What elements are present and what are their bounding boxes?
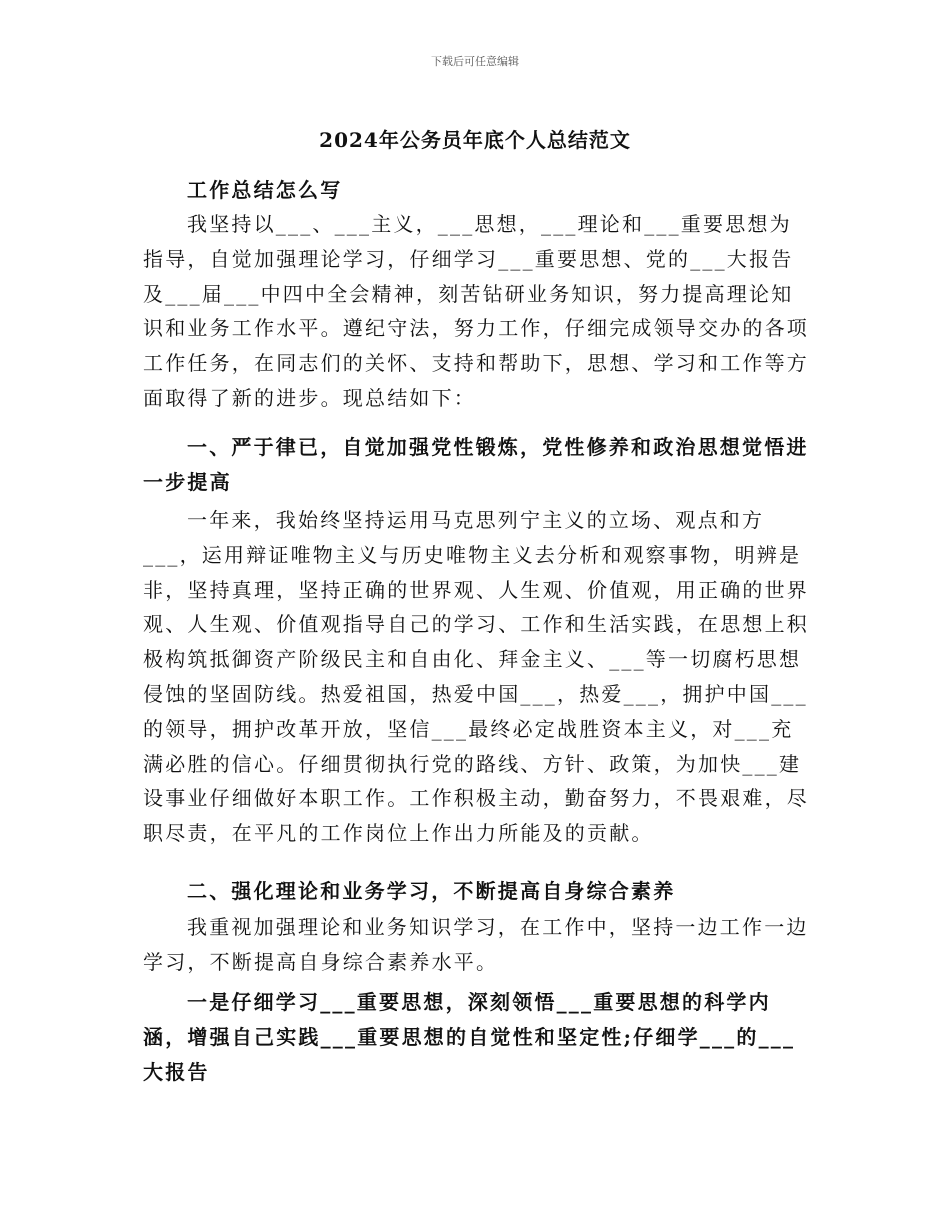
page-header-note: 下载后可任意编辑 bbox=[431, 55, 519, 68]
document-title: 2024年公务员年底个人总结范文 bbox=[319, 128, 631, 152]
section-2-point-1: 一是仔细学习___重要思想，深刻领悟___重要思想的科学内涵，增强自己实践___重要思想的自觉性和坚定性;仔细学___的___大报告 bbox=[143, 990, 796, 1084]
section-2-paragraph: 我重视加强理论和业务知识学习，在工作中，坚持一边工作一边学习，不断提高自身综合素养水平。 bbox=[143, 915, 809, 974]
subheading: 工作总结怎么写 bbox=[187, 178, 343, 202]
intro-paragraph: 我坚持以___、___主义，___思想，___理论和___重要思想为指导，自觉加强理论学习，仔细学习___重要思想、党的___大报告及___届___中四中全会精神，刻苦钻研业务知识，努力提高理论知识和业务工作水平。遵纪守法，努力工作，仔细完成领导交办的各项工作任务，在同志们的关怀、支持和帮助下，思想、学习和工作等方面取得了新的进步。现总结如下： bbox=[143, 212, 809, 410]
section-1-heading: 一、严于律已，自觉加强党性锻炼，党性修养和政治思想觉悟进一步提高 bbox=[143, 435, 809, 494]
section-1-paragraph: 一年来，我始终坚持运用马克思列宁主义的立场、观点和方___，运用辩证唯物主义与历史唯物主义去分析和观察事物，明辨是非，坚持真理，坚持正确的世界观、人生观、价值观，用正确的世界观、人生观、价值观指导自己的学习、工作和生活实践，在思想上积极构筑抵御资产阶级民主和自由化、拜金主义、___等一切腐朽思想侵蚀的坚固防线。热爱祖国，热爱中国___，热爱___，拥护中国___的领导，拥护改革开放，坚信___最终必定战胜资本主义，对___充满必胜的信心。仔细贯彻执行党的路线、方针、政策，为加快___建设事业仔细做好本职工作。工作积极主动，勤奋努力，不畏艰难，尽职尽责，在平凡的工作岗位上作出力所能及的贡献。 bbox=[143, 508, 809, 846]
section-2-heading: 二、强化理论和业务学习，不断提高自身综合素养 bbox=[187, 879, 676, 903]
